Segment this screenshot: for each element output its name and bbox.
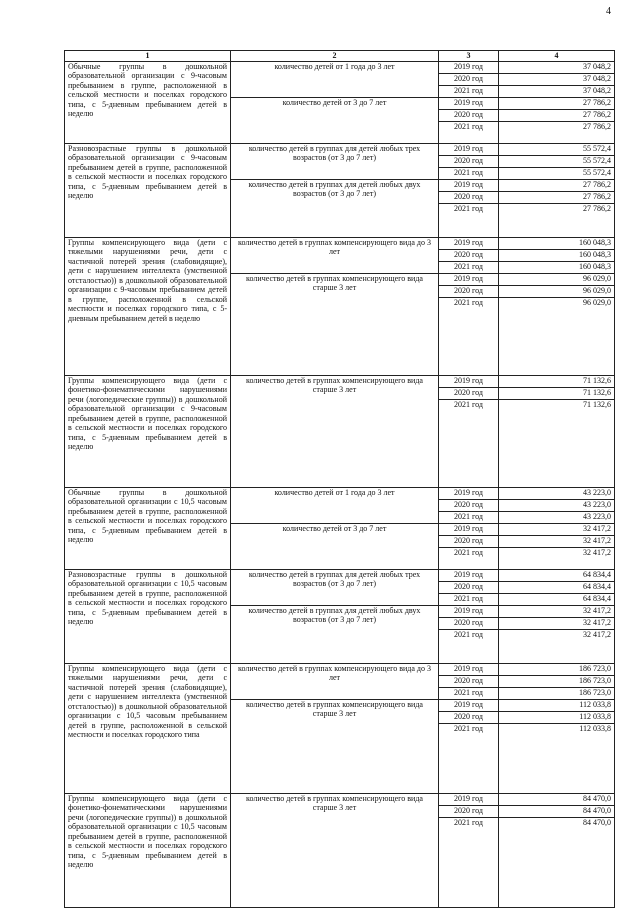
value-cell: 64 834,4 — [499, 581, 615, 593]
indicator-label: количество детей в группах компенсирующего вида старше 3 лет — [231, 793, 439, 907]
year-cell: 2019 год — [439, 699, 499, 711]
year-cell: 2019 год — [439, 605, 499, 617]
year-cell: 2020 год — [439, 249, 499, 261]
group-description: Группы компенсирующего вида (дети с тяжелыми нарушениями речи, дети с частичной потерей зрения (слабовидящие), дети с нарушением интеллекта (умственной отсталостью)) в дошкольной образовательной организации с 10,5 часовым пребыванием детей в группе, расположенной в сельской местности и поселках городского типа — [65, 663, 231, 793]
year-cell: 2019 год — [439, 179, 499, 191]
indicator-label: количество детей от 3 до 7 лет — [231, 523, 439, 569]
value-cell: 71 132,6 — [499, 399, 615, 487]
table-row — [65, 663, 615, 675]
year-cell: 2021 год — [439, 399, 499, 487]
value-cell: 186 723,0 — [499, 687, 615, 699]
value-cell: 96 029,0 — [499, 285, 615, 297]
year-cell: 2019 год — [439, 793, 499, 805]
year-cell: 2019 год — [439, 143, 499, 155]
year-cell: 2021 год — [439, 167, 499, 179]
value-cell: 32 417,2 — [499, 535, 615, 547]
year-cell: 2020 год — [439, 581, 499, 593]
value-cell: 96 029,0 — [499, 297, 615, 375]
table-body — [65, 61, 615, 907]
value-cell: 55 572,4 — [499, 155, 615, 167]
value-cell: 37 048,2 — [499, 73, 615, 85]
value-cell: 32 417,2 — [499, 547, 615, 569]
table-row — [65, 375, 615, 387]
value-cell: 32 417,2 — [499, 523, 615, 535]
value-cell: 32 417,2 — [499, 617, 615, 629]
header-col-1: 1 — [65, 51, 231, 62]
year-cell: 2020 год — [439, 535, 499, 547]
year-cell: 2020 год — [439, 675, 499, 687]
group-description: Группы компенсирующего вида (дети с тяжелыми нарушениями речи, дети с частичной потерей зрения (слабовидящие), дети с нарушением интеллекта (умственной отсталостью)) в дошкольной образовательной организации с 9-часовым пребыванием детей в группе, расположенной в сельской местности и поселках городского типа, с 5-дневным пребыванием детей в неделю — [65, 237, 231, 375]
year-cell: 2021 год — [439, 85, 499, 97]
value-cell: 186 723,0 — [499, 663, 615, 675]
year-cell: 2021 год — [439, 511, 499, 523]
indicator-label: количество детей в группах компенсирующего вида до 3 лет — [231, 663, 439, 699]
year-cell: 2019 год — [439, 97, 499, 109]
year-cell: 2021 год — [439, 121, 499, 143]
group-description: Обычные группы в дошкольной образовательной организации с 9-часовым пребыванием в группе, расположенной в сельской местности и поселках городского типа, с 5-дневным пребыванием детей в неделю — [65, 61, 231, 143]
table-row — [65, 143, 615, 155]
year-cell: 2019 год — [439, 487, 499, 499]
value-cell: 37 048,2 — [499, 85, 615, 97]
value-cell: 55 572,4 — [499, 167, 615, 179]
value-cell: 55 572,4 — [499, 143, 615, 155]
header-col-4: 4 — [499, 51, 615, 62]
table-row — [65, 237, 615, 249]
value-cell: 71 132,6 — [499, 387, 615, 399]
group-description: Группы компенсирующего вида (дети с фонетико-фонематическими нарушениями речи (логопедические группы)) в дошкольной образовательной организации с 9-часовым пребыванием детей в группе, расположенной в сельской местности и поселках городского типа, с 5-дневным пребыванием детей в неделю — [65, 375, 231, 487]
value-cell: 32 417,2 — [499, 629, 615, 663]
year-cell: 2021 год — [439, 629, 499, 663]
value-cell: 160 048,3 — [499, 249, 615, 261]
value-cell: 112 033,8 — [499, 723, 615, 793]
group-description: Разновозрастные группы в дошкольной образовательной организации с 10,5 часовым пребыванием детей в группе, расположенной в сельской местности и поселках городского типа, с 5-дневным пребыванием детей в неделю — [65, 569, 231, 663]
value-cell: 43 223,0 — [499, 499, 615, 511]
group-description: Группы компенсирующего вида (дети с фонетико-фонематическими нарушениями речи (логопедические группы)) в дошкольной образовательной организации с 10,5 часовым пребыванием детей в группе, расположенной в сельской местности и поселках городского типа, с 5-дневным пребыванием детей в неделю — [65, 793, 231, 907]
value-cell: 186 723,0 — [499, 675, 615, 687]
value-cell: 96 029,0 — [499, 273, 615, 285]
page-number: 4 — [606, 6, 611, 17]
value-cell: 84 470,0 — [499, 817, 615, 907]
header-col-3: 3 — [439, 51, 499, 62]
year-cell: 2020 год — [439, 109, 499, 121]
value-cell: 84 470,0 — [499, 805, 615, 817]
value-cell: 27 786,2 — [499, 179, 615, 191]
value-cell: 37 048,2 — [499, 61, 615, 73]
table-row — [65, 61, 615, 73]
value-cell: 27 786,2 — [499, 97, 615, 109]
header-col-2: 2 — [231, 51, 439, 62]
indicator-label: количество детей в группах компенсирующего вида старше 3 лет — [231, 273, 439, 375]
year-cell: 2020 год — [439, 805, 499, 817]
header-row — [65, 51, 615, 62]
year-cell: 2019 год — [439, 375, 499, 387]
indicator-label: количество детей от 3 до 7 лет — [231, 97, 439, 143]
year-cell: 2020 год — [439, 155, 499, 167]
year-cell: 2019 год — [439, 523, 499, 535]
value-cell: 160 048,3 — [499, 237, 615, 249]
group-description: Разновозрастные группы в дошкольной образовательной организации с 9-часовым пребыванием детей в группе, расположенной в сельской местности и поселках городского типа, с 5-дневным пребыванием детей в неделю — [65, 143, 231, 237]
group-description: Обычные группы в дошкольной образовательной организации с 10,5 часовым пребыванием детей в группе, расположенной в сельской местности и поселках городского типа, с 5-дневным пребыванием детей в неделю — [65, 487, 231, 569]
value-cell: 160 048,3 — [499, 261, 615, 273]
tariff-table — [64, 50, 615, 908]
value-cell: 43 223,0 — [499, 487, 615, 499]
year-cell: 2019 год — [439, 237, 499, 249]
indicator-label: количество детей в группах для детей любых трех возрастов (от 3 до 7 лет) — [231, 143, 439, 179]
year-cell: 2019 год — [439, 569, 499, 581]
indicator-label: количество детей от 1 года до 3 лет — [231, 487, 439, 523]
year-cell: 2019 год — [439, 61, 499, 73]
value-cell: 27 786,2 — [499, 109, 615, 121]
value-cell: 112 033,8 — [499, 699, 615, 711]
year-cell: 2021 год — [439, 817, 499, 907]
year-cell: 2019 год — [439, 663, 499, 675]
year-cell: 2020 год — [439, 499, 499, 511]
year-cell: 2021 год — [439, 593, 499, 605]
year-cell: 2021 год — [439, 203, 499, 237]
year-cell: 2021 год — [439, 687, 499, 699]
indicator-label: количество детей от 1 года до 3 лет — [231, 61, 439, 97]
indicator-label: количество детей в группах для детей любых двух возрастов (от 3 до 7 лет) — [231, 179, 439, 237]
value-cell: 27 786,2 — [499, 191, 615, 203]
indicator-label: количество детей в группах компенсирующего вида старше 3 лет — [231, 375, 439, 487]
value-cell: 64 834,4 — [499, 569, 615, 581]
year-cell: 2020 год — [439, 191, 499, 203]
indicator-label: количество детей в группах компенсирующего вида до 3 лет — [231, 237, 439, 273]
indicator-label: количество детей в группах для детей любых трех возрастов (от 3 до 7 лет) — [231, 569, 439, 605]
year-cell: 2021 год — [439, 297, 499, 375]
value-cell: 71 132,6 — [499, 375, 615, 387]
year-cell: 2021 год — [439, 547, 499, 569]
value-cell: 84 470,0 — [499, 793, 615, 805]
value-cell: 27 786,2 — [499, 203, 615, 237]
value-cell: 64 834,4 — [499, 593, 615, 605]
year-cell: 2020 год — [439, 617, 499, 629]
table-row — [65, 569, 615, 581]
value-cell: 112 033,8 — [499, 711, 615, 723]
year-cell: 2020 год — [439, 73, 499, 85]
indicator-label: количество детей в группах для детей любых двух возрастов (от 3 до 7 лет) — [231, 605, 439, 663]
year-cell: 2020 год — [439, 285, 499, 297]
year-cell: 2019 год — [439, 273, 499, 285]
year-cell: 2020 год — [439, 711, 499, 723]
value-cell: 27 786,2 — [499, 121, 615, 143]
year-cell: 2021 год — [439, 261, 499, 273]
year-cell: 2021 год — [439, 723, 499, 793]
table-row — [65, 487, 615, 499]
indicator-label: количество детей в группах компенсирующего вида старше 3 лет — [231, 699, 439, 793]
year-cell: 2020 год — [439, 387, 499, 399]
value-cell: 32 417,2 — [499, 605, 615, 617]
table-row — [65, 793, 615, 805]
value-cell: 43 223,0 — [499, 511, 615, 523]
